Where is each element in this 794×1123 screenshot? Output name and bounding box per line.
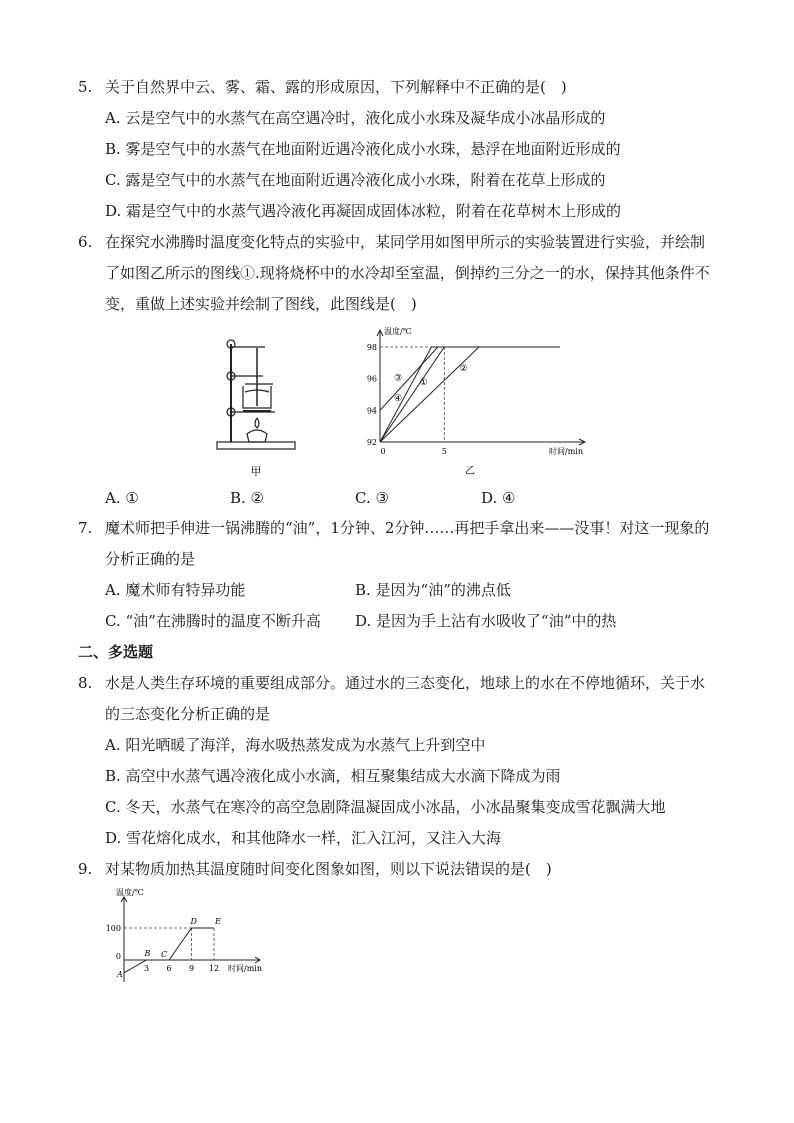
question-number: 9. <box>78 860 93 878</box>
x-axis-label: 时间/min <box>549 447 583 456</box>
question-number: 5. <box>78 78 93 96</box>
option-b[interactable]: B. 雾是空气中的水蒸气在地面附近遇冷液化成小水珠，悬浮在地面附近形成的 <box>105 140 621 158</box>
series-line <box>380 347 560 442</box>
option-d[interactable]: D. 雪花熔化成水，和其他降水一样，汇入江河，又注入大海 <box>105 829 502 847</box>
question-stem: 对某物质加热其温度随时间变化图象如图，则以下说法错误的是( ) <box>105 860 552 878</box>
point-label: B <box>144 949 151 958</box>
y-tick-label: 94 <box>366 406 377 416</box>
apparatus-figure <box>205 330 305 480</box>
point-label: D <box>190 917 197 926</box>
option-c[interactable]: C. “油”在沸腾时的温度不断升高 <box>105 612 321 630</box>
question-number: 8. <box>78 674 93 692</box>
y-tick-label: 92 <box>366 438 377 447</box>
option-a[interactable]: A. ① <box>105 489 139 507</box>
question-6 <box>78 227 718 320</box>
alcohol-lamp <box>247 430 267 442</box>
boiling-chart <box>355 322 595 482</box>
x-tick-label: 0 <box>380 447 386 456</box>
option-d[interactable]: D. ④ <box>481 489 516 507</box>
question-stem: 关于自然界中云、雾、霜、露的形成原因，下列解释中不正确的是( ) <box>105 78 567 96</box>
apparatus-drawing <box>217 340 295 449</box>
series-label: ③ <box>393 373 403 384</box>
y-tick-label: 98 <box>366 343 377 352</box>
option-c[interactable]: C. 冬天，水蒸气在寒冷的高空急剧降温凝固成小冰晶，小冰晶聚集变成雪花飘满大地 <box>105 798 666 816</box>
option-a[interactable]: A. 阳光晒暖了海洋，海水吸热蒸发成为水蒸气上升到空中 <box>105 736 486 754</box>
origin-label: 0 <box>115 952 121 961</box>
question-5 <box>78 72 718 103</box>
figure-a-label: 甲 <box>250 465 262 478</box>
option-c[interactable]: C. ③ <box>355 489 389 507</box>
question-stem: 在探究水沸腾时温度变化特点的实验中，某同学用如图甲所示的实验装置进行实验，并绘制了如图乙所示的图线①.现将烧杯中的水冷却至室温，倒掉约三分之一的水，保持其他条件不变，重做上述实验并绘制了图线，此图线是( ) <box>105 233 710 313</box>
point-label: A <box>117 969 123 979</box>
series-label: ② <box>459 363 468 374</box>
series-label: ④ <box>393 393 403 404</box>
section-heading: 二、多选题 <box>78 643 154 661</box>
question-7 <box>78 513 718 575</box>
option-c[interactable]: C. 露是空气中的水蒸气在地面附近遇冷液化成小水珠，附着在花草上形成的 <box>105 171 606 189</box>
flame <box>255 418 259 428</box>
y-tick-label: 96 <box>366 374 377 384</box>
question-9 <box>78 854 718 885</box>
x-tick-label: 3 <box>143 964 150 973</box>
option-b[interactable]: B. 是因为“油”的沸点低 <box>355 581 511 599</box>
option-b[interactable]: B. 高空中水蒸气遇冷液化成小水滴，相互聚集结成大水滴下降成为雨 <box>105 767 561 785</box>
heating-chart <box>105 885 270 990</box>
option-b[interactable]: B. ② <box>230 489 265 507</box>
x-tick-label: 6 <box>166 964 172 973</box>
x-tick-label: 9 <box>188 964 195 973</box>
x-tick-label: 12 <box>208 964 220 973</box>
question-stem: 水是人类生存环境的重要组成部分。通过水的三态变化，地球上的水在不停地循环，关于水的三态变化分析正确的是 <box>105 674 706 723</box>
option-a[interactable]: A. 云是空气中的水蒸气在高空遇冷时，液化成小水珠及凝华成小冰晶形成的 <box>105 109 606 127</box>
y-axis-label: 温度/℃ <box>116 888 144 897</box>
y-tick-label: 100 <box>105 924 121 933</box>
figure-b-label: 乙 <box>465 466 475 477</box>
question-8 <box>78 668 718 730</box>
stand-base <box>217 442 295 449</box>
y-axis-label: 温度/℃ <box>384 327 412 336</box>
question-stem: 魔术师把手伸进一锅沸腾的“油”，1分钟、2分钟……再把手拿出来——没事！对这一现象的分析正确的是 <box>105 519 710 568</box>
x-axis-label: 时间/min <box>228 964 262 973</box>
question-number: 7. <box>78 519 93 537</box>
series-label: ① <box>419 378 428 388</box>
point-label: C <box>161 950 168 959</box>
question-number: 6. <box>78 233 93 251</box>
option-a[interactable]: A. 魔术师有特异功能 <box>105 581 246 599</box>
series-line <box>380 347 560 442</box>
x-tick-label: 5 <box>441 447 447 456</box>
series-line <box>380 347 560 442</box>
point-label: E <box>215 917 221 926</box>
option-d[interactable]: D. 霜是空气中的水蒸气遇冷液化再凝固成固体冰粒，附着在花草树木上形成的 <box>105 202 622 220</box>
option-d[interactable]: D. 是因为手上沾有水吸收了“油”中的热 <box>355 612 617 630</box>
series-line <box>380 347 560 410</box>
